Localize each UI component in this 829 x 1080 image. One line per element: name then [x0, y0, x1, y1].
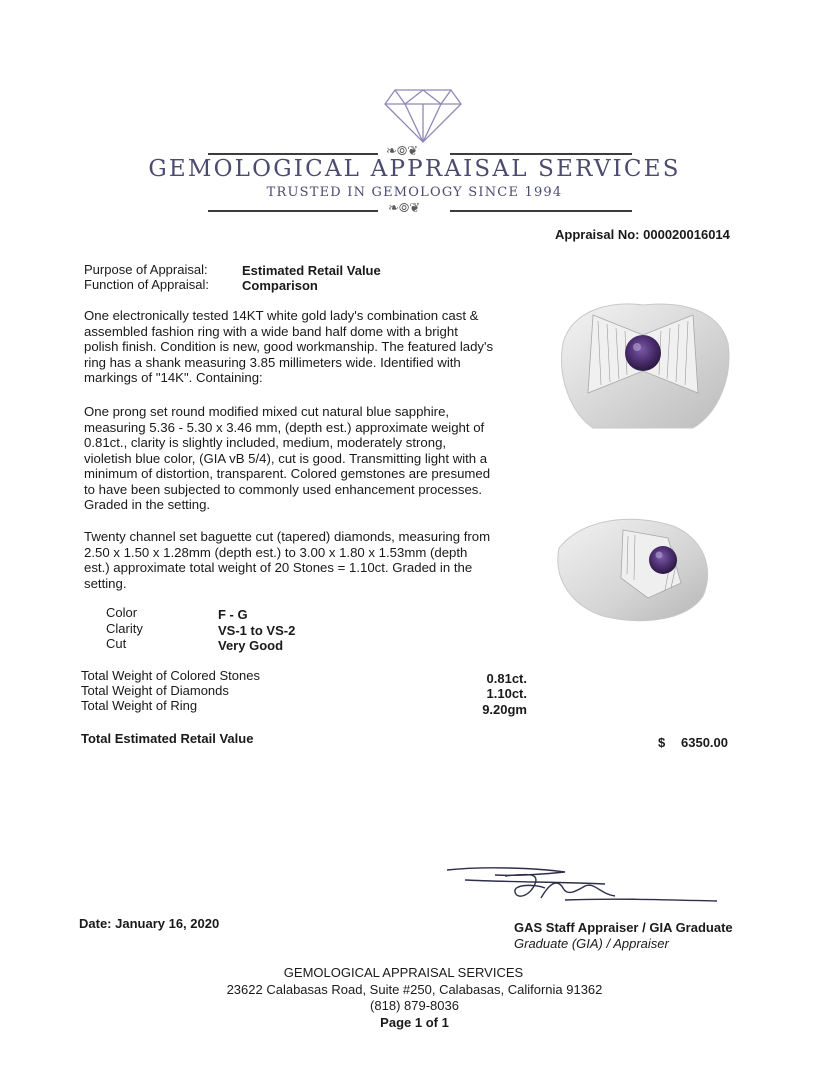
footer-address: 23622 Calabasas Road, Suite #250, Calabasas, California 91362 — [226, 982, 603, 997]
function-label: Function of Appraisal: — [84, 277, 210, 292]
header-rule-bottom — [208, 210, 378, 212]
grade-clarity-value: VS-1 to VS-2 — [218, 623, 296, 638]
grade-clarity-label: Clarity — [106, 621, 143, 636]
grade-color-label: Color — [106, 605, 138, 620]
header-rule-top-right — [450, 153, 632, 155]
total-ring-value: 9.20gm — [482, 702, 527, 717]
ornament-top: ❧⦾❦ — [386, 144, 419, 159]
total-colored-value: 0.81ct. — [486, 671, 527, 686]
brand-name: GEMOLOGICAL APPRAISAL SERVICES — [148, 156, 681, 182]
retail-currency: $ — [658, 735, 666, 750]
appraisal-date: Date: January 16, 2020 — [79, 916, 220, 931]
retail-value-label: Total Estimated Retail Value — [81, 731, 254, 746]
total-diamonds-value: 1.10ct. — [486, 686, 527, 701]
ring-photo-top — [553, 293, 735, 433]
ring-photo-angle — [553, 508, 718, 626]
total-ring-label: Total Weight of Ring — [81, 698, 198, 713]
ring-description: One electronically tested 14KT white gold lady's combination cast & assembled fashion ring with a wide band half dome with a bright polish finish. Condition is new, good workmanship. The featured lady's ring has a shank measuring 3.85 millimeters wide. Identified with markings of "14K". Containing: — [84, 308, 494, 385]
diamonds-description: Twenty channel set baguette cut (tapered) diamonds, measuring from 2.50 x 1.50 x 1.28mm (depth est.) to 3.00 x 1.80 x 1.53mm (depth est.) approximate total weight of 20 Stones = 1.10ct. Graded in the setting. — [84, 529, 491, 591]
ornament-bottom: ❧⦾❦ — [388, 201, 421, 216]
purpose-value: Estimated Retail Value — [242, 263, 381, 278]
sapphire-description: One prong set round modified mixed cut natural blue sapphire, measuring 5.36 - 5.30 x 3.46 mm, (depth est.) approximate weight of 0.81ct., clarity is slightly included, medium, moderately strong, violetish blue color, (GIA vB 5/4), cut is good. Transmitting light with a minimum of distortion, transparent. Colored gemstones are presumed to have been subjected to commonly used enhancement processes. Graded in the setting. — [84, 404, 491, 512]
footer-page: Page 1 of 1 — [380, 1015, 449, 1030]
footer-phone: (818) 879-8036 — [370, 998, 459, 1013]
retail-value: 6350.00 — [681, 735, 728, 750]
function-value: Comparison — [242, 278, 318, 293]
grade-cut-value: Very Good — [218, 638, 284, 653]
total-colored-label: Total Weight of Colored Stones — [81, 668, 260, 683]
total-diamonds-label: Total Weight of Diamonds — [81, 683, 229, 698]
grade-color-value: F - G — [218, 607, 248, 622]
appraisal-number: Appraisal No: 000020016014 — [555, 227, 730, 242]
grade-cut-label: Cut — [106, 636, 127, 651]
brand-tagline: TRUSTED IN GEMOLOGY SINCE 1994 — [266, 185, 563, 200]
header-rule-top — [208, 153, 378, 155]
appraiser-title: GAS Staff Appraiser / GIA Graduate — [514, 920, 733, 935]
signature — [445, 862, 725, 912]
purpose-label: Purpose of Appraisal: — [84, 262, 208, 277]
appraiser-subtitle: Graduate (GIA) / Appraiser — [514, 936, 669, 951]
diamond-outline-icon — [383, 88, 463, 144]
footer-company: GEMOLOGICAL APPRAISAL SERVICES — [283, 965, 524, 980]
header-rule-bottom-right — [450, 210, 632, 212]
